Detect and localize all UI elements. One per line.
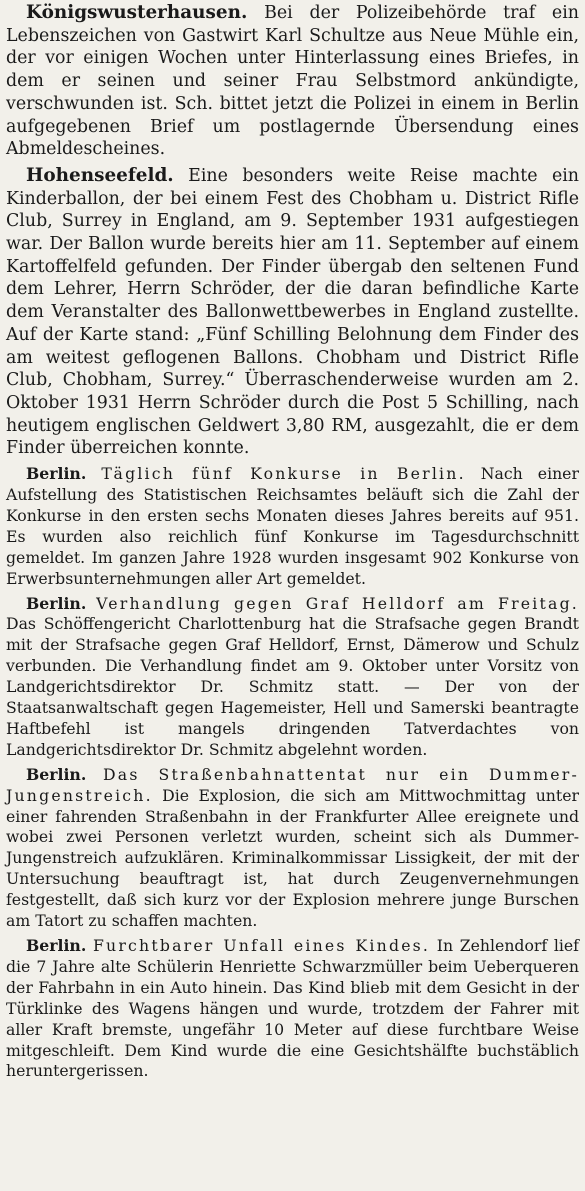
article-body: Das Schöffengericht Charlottenburg hat die Strafsache gegen Brandt mit der Strafsache gegen Graf Helldorf, Ernst, Dämerow und Schulz verbunden. Die Verhandlung findet am 9. Oktober unter Vorsitz von Landgerichtsdirektor Dr. Schmitz statt. — Der von der Staatsanwaltschaft gegen Hagemeister, Hell und Samerski beantragte Haftbefehl ist mangels dringenden Tatverdachtes von Landgerichtsdirektor Dr. Schmitz abgelehnt worden. [6,614,579,759]
article-berlin-strassenbahn [6,765,579,932]
article-body: In Zehlendorf lief die 7 Jahre alte Schülerin Henriette Schwarzmüller beim Ueberqueren der Fahrbahn in ein Auto hinein. Das Kind blieb mit dem Gesicht in der Türklinke des Wagens hängen und wurde, trotzdem der Fahrer mit aller Kraft bremste, ungefähr 10 Meter auf diese furchtbare Weise mitgeschleift. Dem Kind wurde die eine Gesichtshälfte buchstäblich heruntergerissen. [6,936,579,1081]
article-paragraph [6,464,579,589]
article-body: Nach einer Aufstellung des Statistischen Reichsamtes beläuft sich die Zahl der Konkurse in den ersten sechs Monaten dieses Jahres bereits auf 951. Es wurden also reichlich fünf Konkurse im Tagesdurchschnitt gemeldet. Im ganzen Jahre 1928 wurden insgesamt 902 Konkurse von Erwerbsunternehmungen aller Art gemeldet. [6,464,579,588]
article-hohenseefeld [6,165,579,460]
article-berlin-unfall [6,936,579,1082]
article-body: Die Explosion, die sich am Mittwochmittag unter einer fahrenden Straßenbahn in der Frankfurter Allee ereignete und wobei zwei Personen verletzt wurden, scheint sich als Dummer-Jungenstreich aufzuklären. Kriminalkommissar Lissigkeit, der mit der Untersuchung beauftragt ist, hat durch Zeugenvernehmungen festgestellt, daß sich kurz vor der Explosion mehrere junge Burschen am Tatort zu schaffen machten. [6,785,579,931]
article-place: Berlin. [26,764,87,784]
article-place: Berlin. [26,464,87,484]
article-heading: Das Straßenbahnattentat nur ein Dummer-Jungenstreich. [6,764,579,805]
article-place: Hohenseefeld. [26,164,174,186]
article-paragraph [6,594,579,761]
article-paragraph [6,165,579,460]
article-heading: Verhandlung gegen Graf Helldorf am Freitag. [96,593,579,613]
article-paragraph [6,2,579,161]
article-body: Eine besonders weite Reise machte ein Kinderballon, der bei einem Fest des Chobham u. District Rifle Club, Surrey in England, am 9. September 1931 aufgestiegen war. Der Ballon wurde bereits hier am 11. September auf einem Kartoffelfeld gefunden. Der Finder übergab den seltenen Fund dem Lehrer, Herrn Schröder, der die daran befindliche Karte dem Veranstalter des Ballonwettbewerbes in England zustellte. Auf der Karte stand: „Fünf Schilling Belohnung dem Finder des am weitest geflogenen Ballons. Chobham und District Rifle Club, Chobham, Surrey.“ Überraschenderweise wurden am 2. Oktober 1931 Herrn Schröder durch die Post 5 Schilling, nach heutigem englischen Geldwert 3,80 RM, ausgezahlt, die er dem Finder überreichen konnte. [6,165,580,459]
article-heading: Täglich fünf Konkurse in Berlin. [101,464,466,484]
article-paragraph [6,936,579,1082]
article-koenigswusterhausen [6,2,579,161]
article-berlin-konkurse [6,464,579,589]
article-body: Bei der Polizeibehörde traf ein Lebenszeichen von Gastwirt Karl Schultze aus Neue Mühle ein, der vor einigen Wochen unter Hinterlassung eines Briefes, in dem er seinen und seiner Frau Selbstmord ankündigte, verschwunden ist. Sch. bittet jetzt die Polizei in einem in Berlin aufgegebenen Brief um postlagernde Übersendung eines Abmeldescheines. [6,3,579,160]
article-place: Königswusterhausen. [26,2,248,23]
article-place: Berlin. [26,936,87,955]
article-heading: Furchtbarer Unfall eines Kindes. [92,936,431,955]
article-berlin-helldorf [6,594,579,761]
article-paragraph [6,765,579,932]
article-place: Berlin. [26,593,87,613]
